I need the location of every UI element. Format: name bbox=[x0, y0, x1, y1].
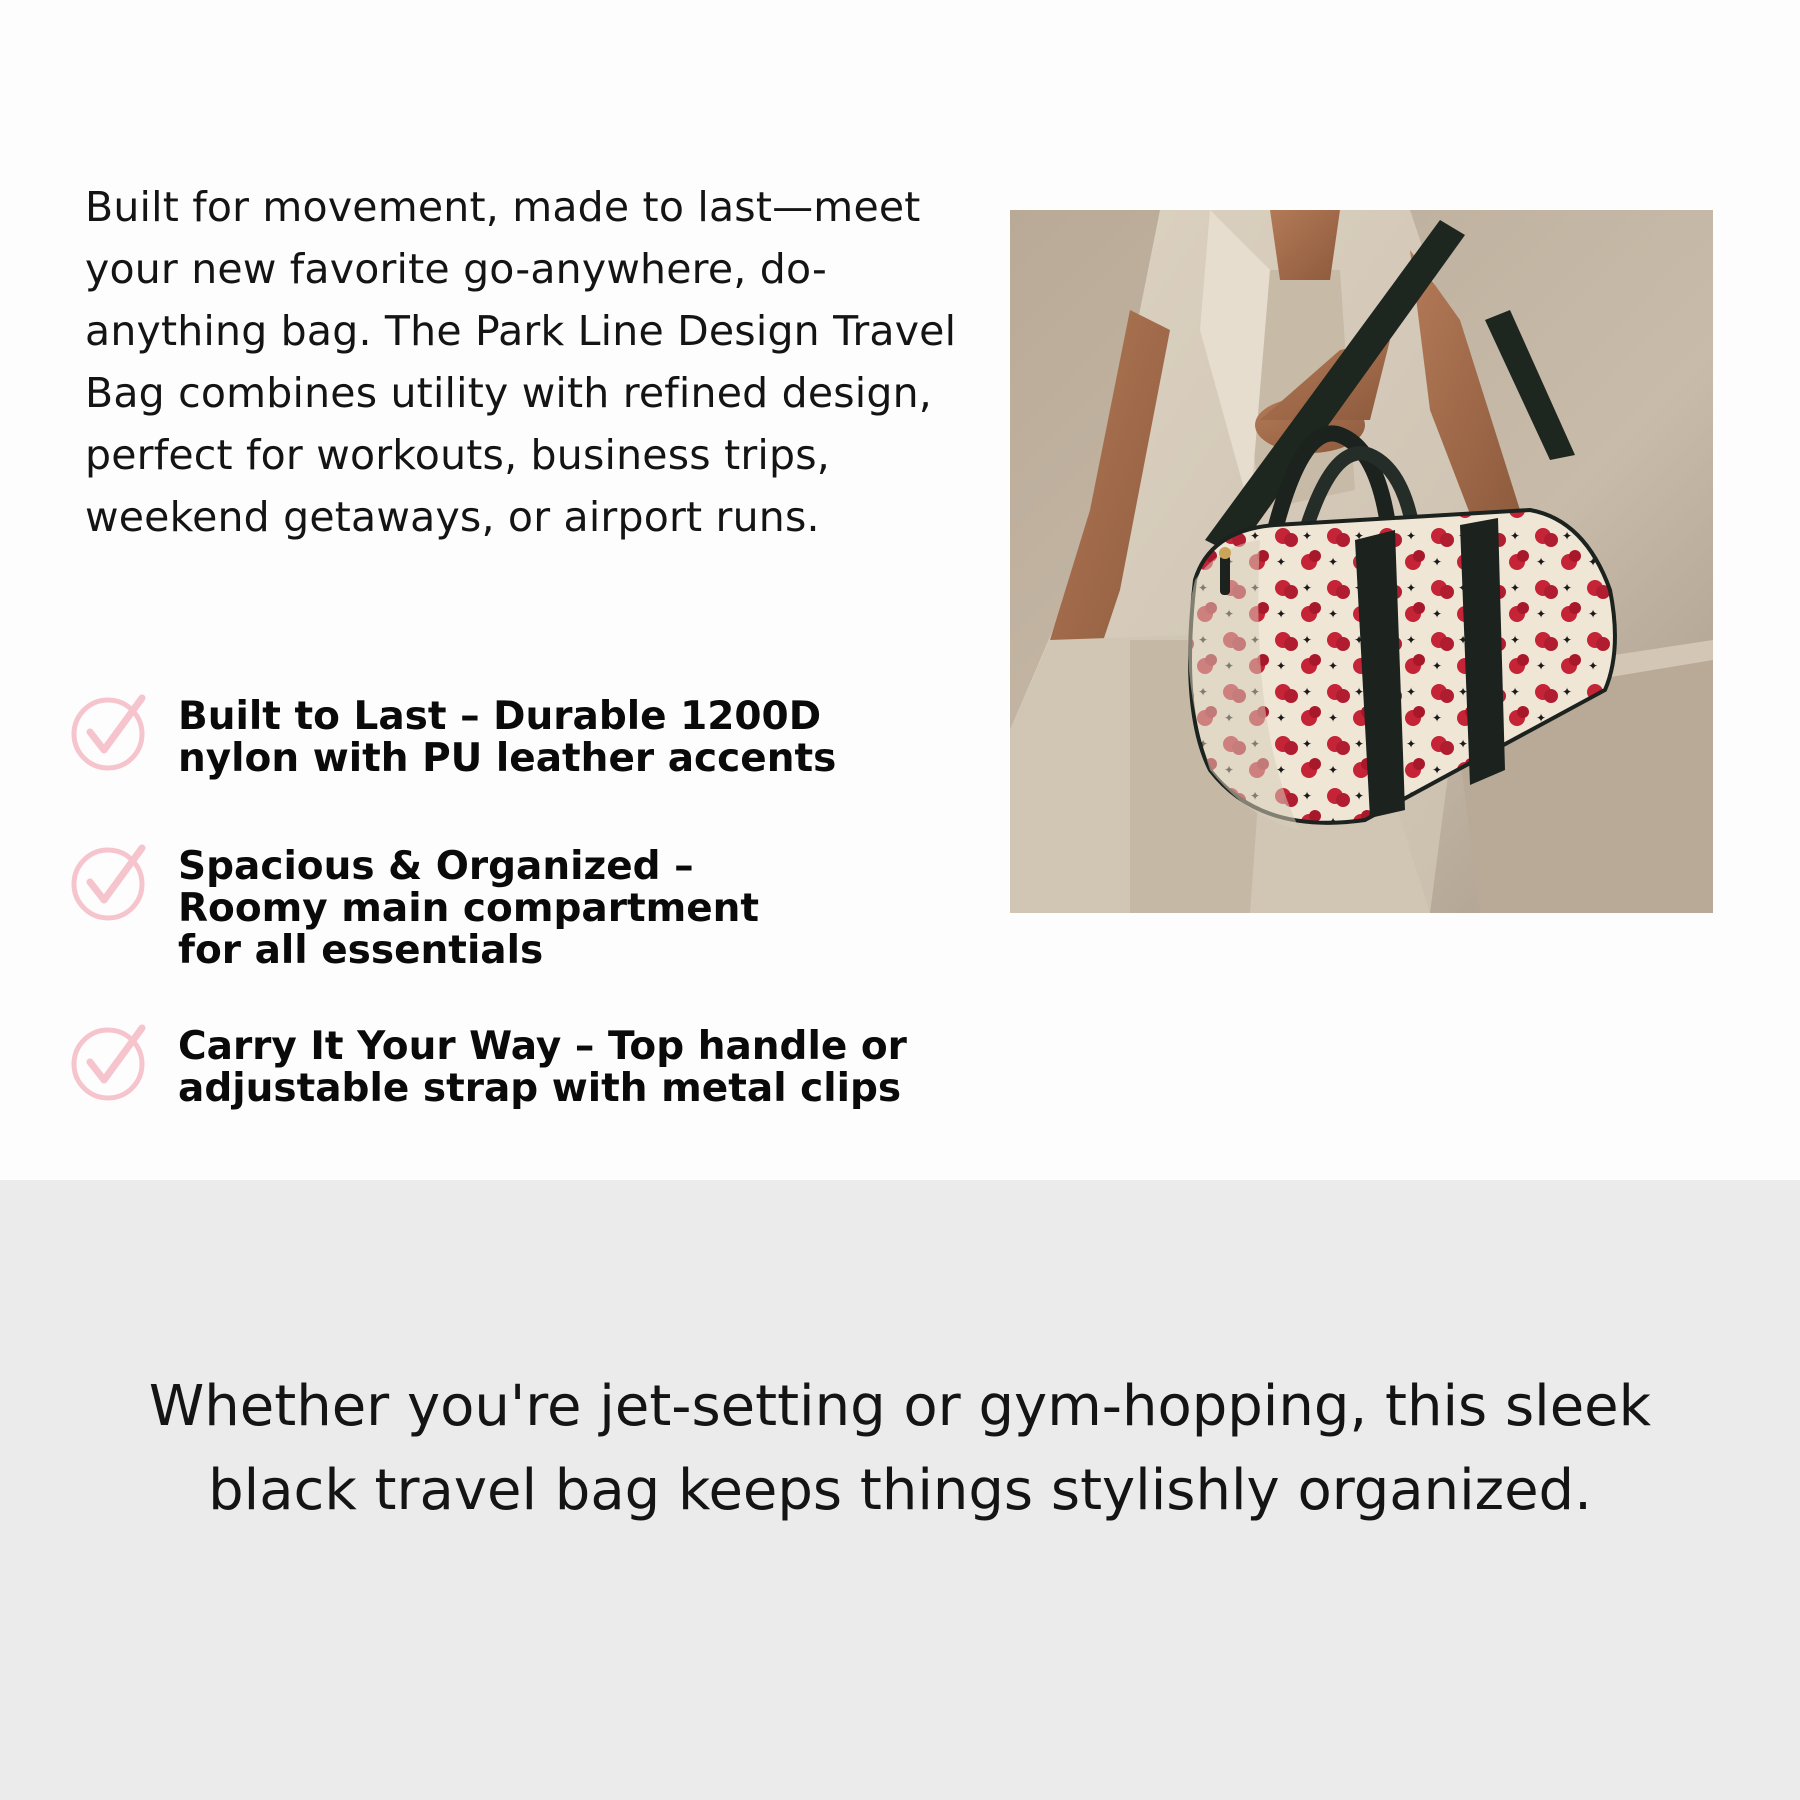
closing-banner bbox=[0, 1180, 1800, 1800]
check-circle-icon bbox=[70, 690, 152, 772]
closing-statement: Whether you're jet-setting or gym-hopping, this sleek black travel bag keeps things stylishly organized. bbox=[148, 1374, 1652, 1523]
product-photo bbox=[1010, 210, 1713, 913]
check-circle-icon bbox=[70, 1020, 152, 1102]
feature-text: Carry It Your Way – Top handle or adjustable strap with metal clips bbox=[178, 1024, 907, 1111]
feature-text: Built to Last – Durable 1200D nylon with PU leather accents bbox=[178, 694, 837, 781]
check-circle-icon bbox=[70, 840, 152, 922]
intro-paragraph: Built for movement, made to last—meet your new favorite go-anywhere, do-anything bag. The Park Line Design Travel Bag combines utility with refined design, perfect for workouts, business trips, weekend getaways, or airport runs. bbox=[85, 183, 957, 541]
product-photo-illustration bbox=[1010, 210, 1713, 913]
feature-text: Spacious & Organized – Roomy main compartment for all essentials bbox=[178, 844, 760, 973]
